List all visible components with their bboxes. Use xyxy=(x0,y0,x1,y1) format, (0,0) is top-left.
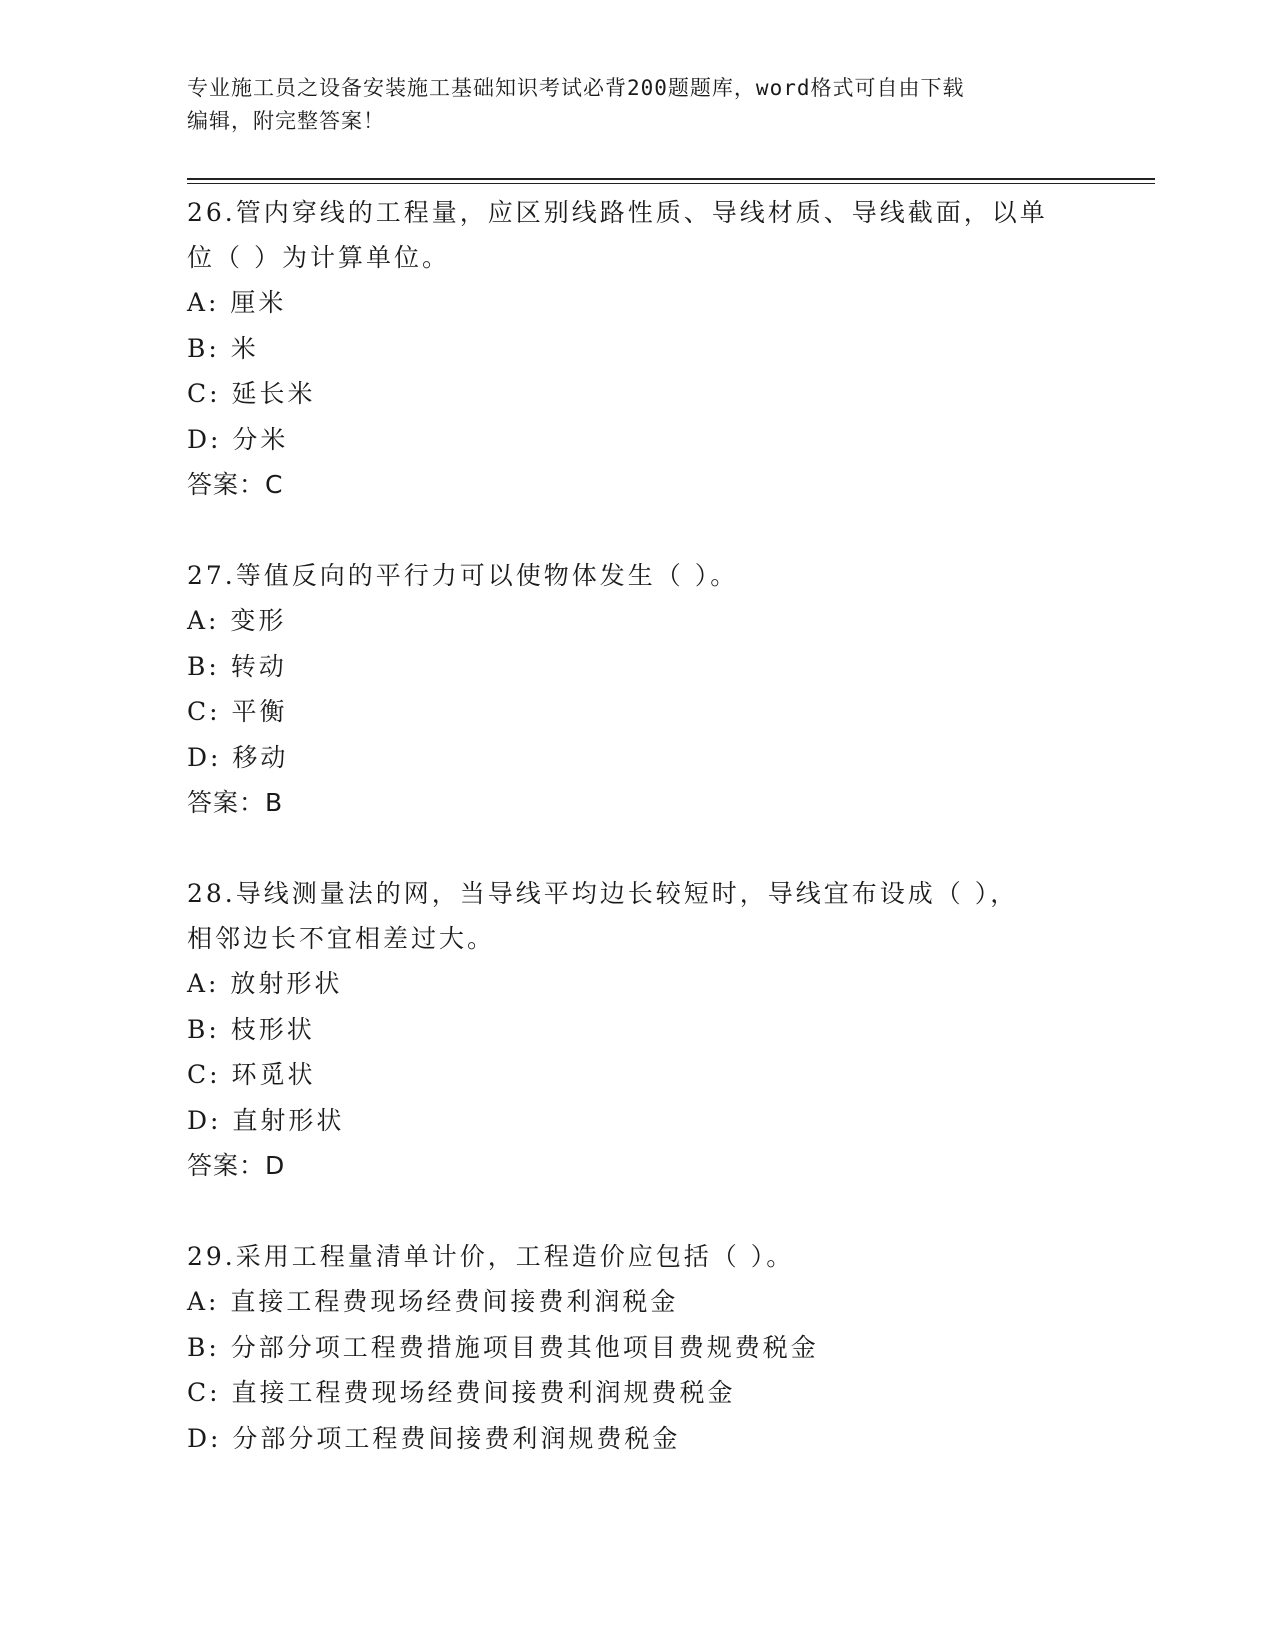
option-d: D: 分米 xyxy=(187,424,289,454)
option-d: D: 分部分项工程费间接费利润规费税金 xyxy=(187,1423,681,1453)
option-d: D: 直射形状 xyxy=(187,1105,345,1135)
question-26 xyxy=(187,190,1087,507)
option-a: A: 厘米 xyxy=(187,288,287,317)
option-c: C: 直接工程费现场经费间接费利润规费税金 xyxy=(187,1378,736,1407)
header-divider-bottom xyxy=(187,183,1155,184)
question-27 xyxy=(187,553,1087,825)
option-b: B: 枝形状 xyxy=(187,1014,315,1044)
question-gap xyxy=(187,1188,1087,1234)
option-a: A: 放射形状 xyxy=(187,969,343,998)
question-stem-line: 位（ ）为计算单位。 xyxy=(187,243,450,272)
question-29 xyxy=(187,1234,1087,1461)
question-stem-line: 29.采用工程量清单计价，工程造价应包括（ ）。 xyxy=(187,1242,795,1271)
question-stem-line: 26.管内穿线的工程量，应区别线路性质、导线材质、导线截面，以单 xyxy=(187,198,1048,227)
question-gap xyxy=(187,507,1087,553)
header-line-2: 编辑，附完整答案！ xyxy=(187,109,385,133)
question-28 xyxy=(187,871,1087,1188)
header-line-1: 专业施工员之设备安装施工基础知识考试必背200题题库，word格式可自由下载 xyxy=(187,76,965,100)
option-d: D: 移动 xyxy=(187,742,289,772)
option-b: B: 米 xyxy=(187,333,259,363)
document-header xyxy=(187,72,1087,138)
option-b: B: 分部分项工程费措施项目费其他项目费规费税金 xyxy=(187,1332,819,1362)
option-c: C: 延长米 xyxy=(187,379,316,408)
option-c: C: 环觅状 xyxy=(187,1060,316,1089)
answer-line: 答案：C xyxy=(187,470,284,499)
question-gap xyxy=(187,825,1087,871)
answer-line: 答案：D xyxy=(187,1151,286,1180)
question-stem-line: 27.等值反向的平行力可以使物体发生（ ）。 xyxy=(187,561,739,590)
option-c: C: 平衡 xyxy=(187,697,288,726)
header-divider-top xyxy=(187,178,1155,180)
question-stem-line: 28.导线测量法的网，当导线平均边长较短时，导线宜布设成（ ）， xyxy=(187,879,1019,908)
option-a: A: 直接工程费现场经费间接费利润税金 xyxy=(187,1287,679,1316)
option-b: B: 转动 xyxy=(187,651,287,681)
answer-line: 答案：B xyxy=(187,788,284,817)
question-stem-line: 相邻边长不宜相差过大。 xyxy=(187,924,496,953)
question-list xyxy=(187,190,1087,1461)
option-a: A: 变形 xyxy=(187,606,287,635)
